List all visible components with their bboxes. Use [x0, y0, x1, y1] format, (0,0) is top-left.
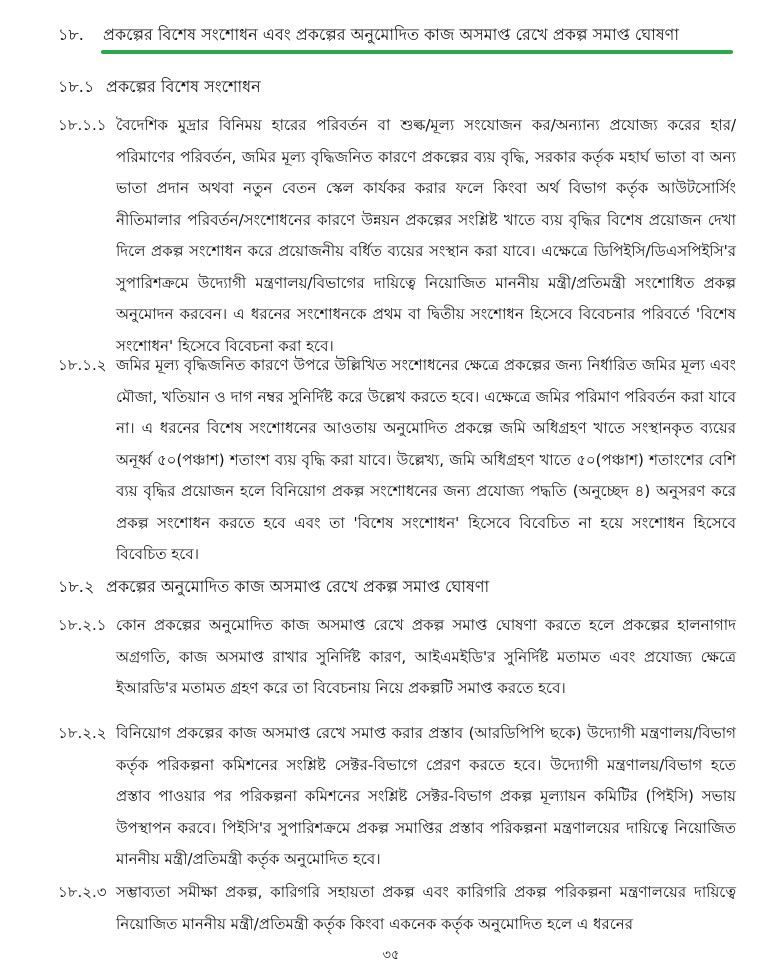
- paragraph-text: জমির মূল্য বৃদ্ধিজনিত কারণে উপরে উল্লিখিত সংশোধনের ক্ষেত্রে প্রকল্পের জন্য নির্ধারিত জমির মূল্য এবং মৌজা, খতিয়ান ও দাগ নম্বর সুনির্দিষ্ট করে উল্লেখ করতে হবে। এক্ষেত্রে জমির পরিমাণ পরিবর্তন করা যাবে না। এ ধরনের বিশেষ সংশোধনের আওতায় অনুমোদিত প্রকল্পে জমি অধিগ্রহণ খাতে সংস্থানকৃত ব্যয়ের অনূর্ধ্ব ৫০(পঞ্চাশ) শতাংশ ব্যয় বৃদ্ধি করা যাবে। উল্লেখ্য, জমি অধিগ্রহণ খাতে ৫০(পঞ্চাশ) শতাংশের বেশি ব্যয় বৃদ্ধির প্রয়োজন হলে বিনিয়োগ প্রকল্প সংশোধনের জন্য প্রযোজ্য পদ্ধতি (অনুচ্ছেদ ৪) অনুসরণ করে প্রকল্প সংশোধন করতে হবে এবং তা 'বিশেষ সংশোধন' হিসেবে বিবেচিত না হয়ে সংশোধন হিসেবে বিবেচিত হবে।: [116, 356, 736, 563]
- main-heading: [58, 24, 679, 46]
- paragraph-number: ১৮.২.৩: [58, 883, 107, 901]
- paragraph: [58, 877, 736, 940]
- paragraph: [58, 110, 736, 362]
- paragraph: [58, 718, 736, 876]
- section-number: ১৮.২: [58, 577, 95, 596]
- paragraph-text: সম্ভাব্যতা সমীক্ষা প্রকল্প, কারিগরি সহায়তা প্রকল্প এবং কারিগরি প্রকল্প পরিকল্পনা মন্ত্রণালয়ের দায়িত্বে নিয়োজিত মাননীয় মন্ত্রী/প্রতিমন্ত্রী কর্তৃক কিংবা একনেক কর্তৃক অনুমোদিত হলে এ ধরনের: [116, 883, 736, 933]
- paragraph-text: বৈদেশিক মুদ্রার বিনিময় হারের পরিবর্তন বা শুল্ক/মূল্য সংযোজন কর/অন্যান্য প্রযোজ্য করের হার/ পরিমাণের পরিবর্তন, জমির মূল্য বৃদ্ধিজনিত কারণে প্রকল্পের ব্যয় বৃদ্ধি, সরকার কর্তৃক মহার্ঘ ভাতা বা অন্য ভাতা প্রদান অথবা নতুন বেতন স্কেল কার্যকর করার ফলে কিংবা অর্থ বিভাগ কর্তৃক আউটসোর্সিং নীতিমালার পরিবর্তন/সংশোধনের কারণে উন্নয়ন প্রকল্পের সংশ্লিষ্ট খাতে ব্যয় বৃদ্ধির বিশেষ প্রয়োজন দেখা দিলে প্রকল্প সংশোধন করে প্রয়োজনীয় বর্ধিত ব্যয়ের সংস্থান করা যাবে। এক্ষেত্রে ডিপিইসি/ডিএসপিইসি'র সুপারিশক্রমে উদ্যোগী মন্ত্রণালয়/বিভাগের দায়িত্বে নিয়োজিত মাননীয় মন্ত্রী/প্রতিমন্ত্রী সংশোধিত প্রকল্প অনুমোদন করবেন। এ ধরনের সংশোধনকে প্রথম বা দ্বিতীয় সংশোধন হিসেবে বিবেচনার পরিবর্তে 'বিশেষ সংশোধন' হিসেবে বিবেচনা করা হবে।: [116, 116, 736, 355]
- page-number: ৩৫: [382, 948, 400, 963]
- main-heading-number: ১৮.: [58, 25, 84, 44]
- paragraph: [58, 350, 736, 571]
- paragraph-number: ১৮.১.২: [58, 356, 107, 374]
- paragraph-text: বিনিয়োগ প্রকল্পের কাজ অসমাপ্ত রেখে সমাপ্ত করার প্রস্তাব (আরডিপিপি ছকে) উদ্যোগী মন্ত্রণালয়/বিভাগ কর্তৃক পরিকল্পনা কমিশনের সংশ্লিষ্ট সেক্টর-বিভাগে প্রেরণ করতে হবে। উদ্যোগী মন্ত্রণালয়/বিভাগ হতে প্রস্তাব পাওয়ার পর পরিকল্পনা কমিশনের সংশ্লিষ্ট সেক্টর-বিভাগ প্রকল্প মূল্যায়ন কমিটির (পিইসি) সভায় উপস্থাপন করবে। পিইসি'র সুপারিশক্রমে প্রকল্প সমাপ্তির প্রস্তাব পরিকল্পনা মন্ত্রণালয়ের দায়িত্বে নিয়োজিত মাননীয় মন্ত্রী/প্রতিমন্ত্রী কর্তৃক অনুমোদিত হবে।: [116, 724, 736, 868]
- paragraph-text: কোন প্রকল্পের অনুমোদিত কাজ অসমাপ্ত রেখে প্রকল্প সমাপ্ত ঘোষণা করতে হলে প্রকল্পের হালনাগাদ অগ্রগতি, কাজ অসমাপ্ত রাখার সুনির্দিষ্ট কারণ, আইএমইডি'র সুনির্দিষ্ট মতামত এবং প্রযোজ্য ক্ষেত্রে ইআরডি'র মতামত গ্রহণ করে তা বিবেচনায় নিয়ে প্রকল্পটি সমাপ্ত করতে হবে।: [116, 616, 736, 697]
- paragraph-number: ১৮.১.১: [58, 116, 107, 134]
- paragraph-number: ১৮.২.২: [58, 724, 107, 742]
- section-heading: [58, 76, 261, 98]
- heading-underline: [101, 50, 733, 54]
- paragraph: [58, 610, 736, 705]
- section-title: প্রকল্পের অনুমোদিত কাজ অসমাপ্ত রেখে প্রকল্প সমাপ্ত ঘোষণা: [106, 577, 490, 596]
- section-number: ১৮.১: [58, 77, 95, 96]
- section-title: প্রকল্পের বিশেষ সংশোধন: [106, 77, 261, 96]
- section-heading: [58, 576, 489, 598]
- paragraph-number: ১৮.২.১: [58, 616, 107, 634]
- main-heading-title: প্রকল্পের বিশেষ সংশোধন এবং প্রকল্পের অনুমোদিত কাজ অসমাপ্ত রেখে প্রকল্প সমাপ্ত ঘোষণা: [103, 25, 679, 44]
